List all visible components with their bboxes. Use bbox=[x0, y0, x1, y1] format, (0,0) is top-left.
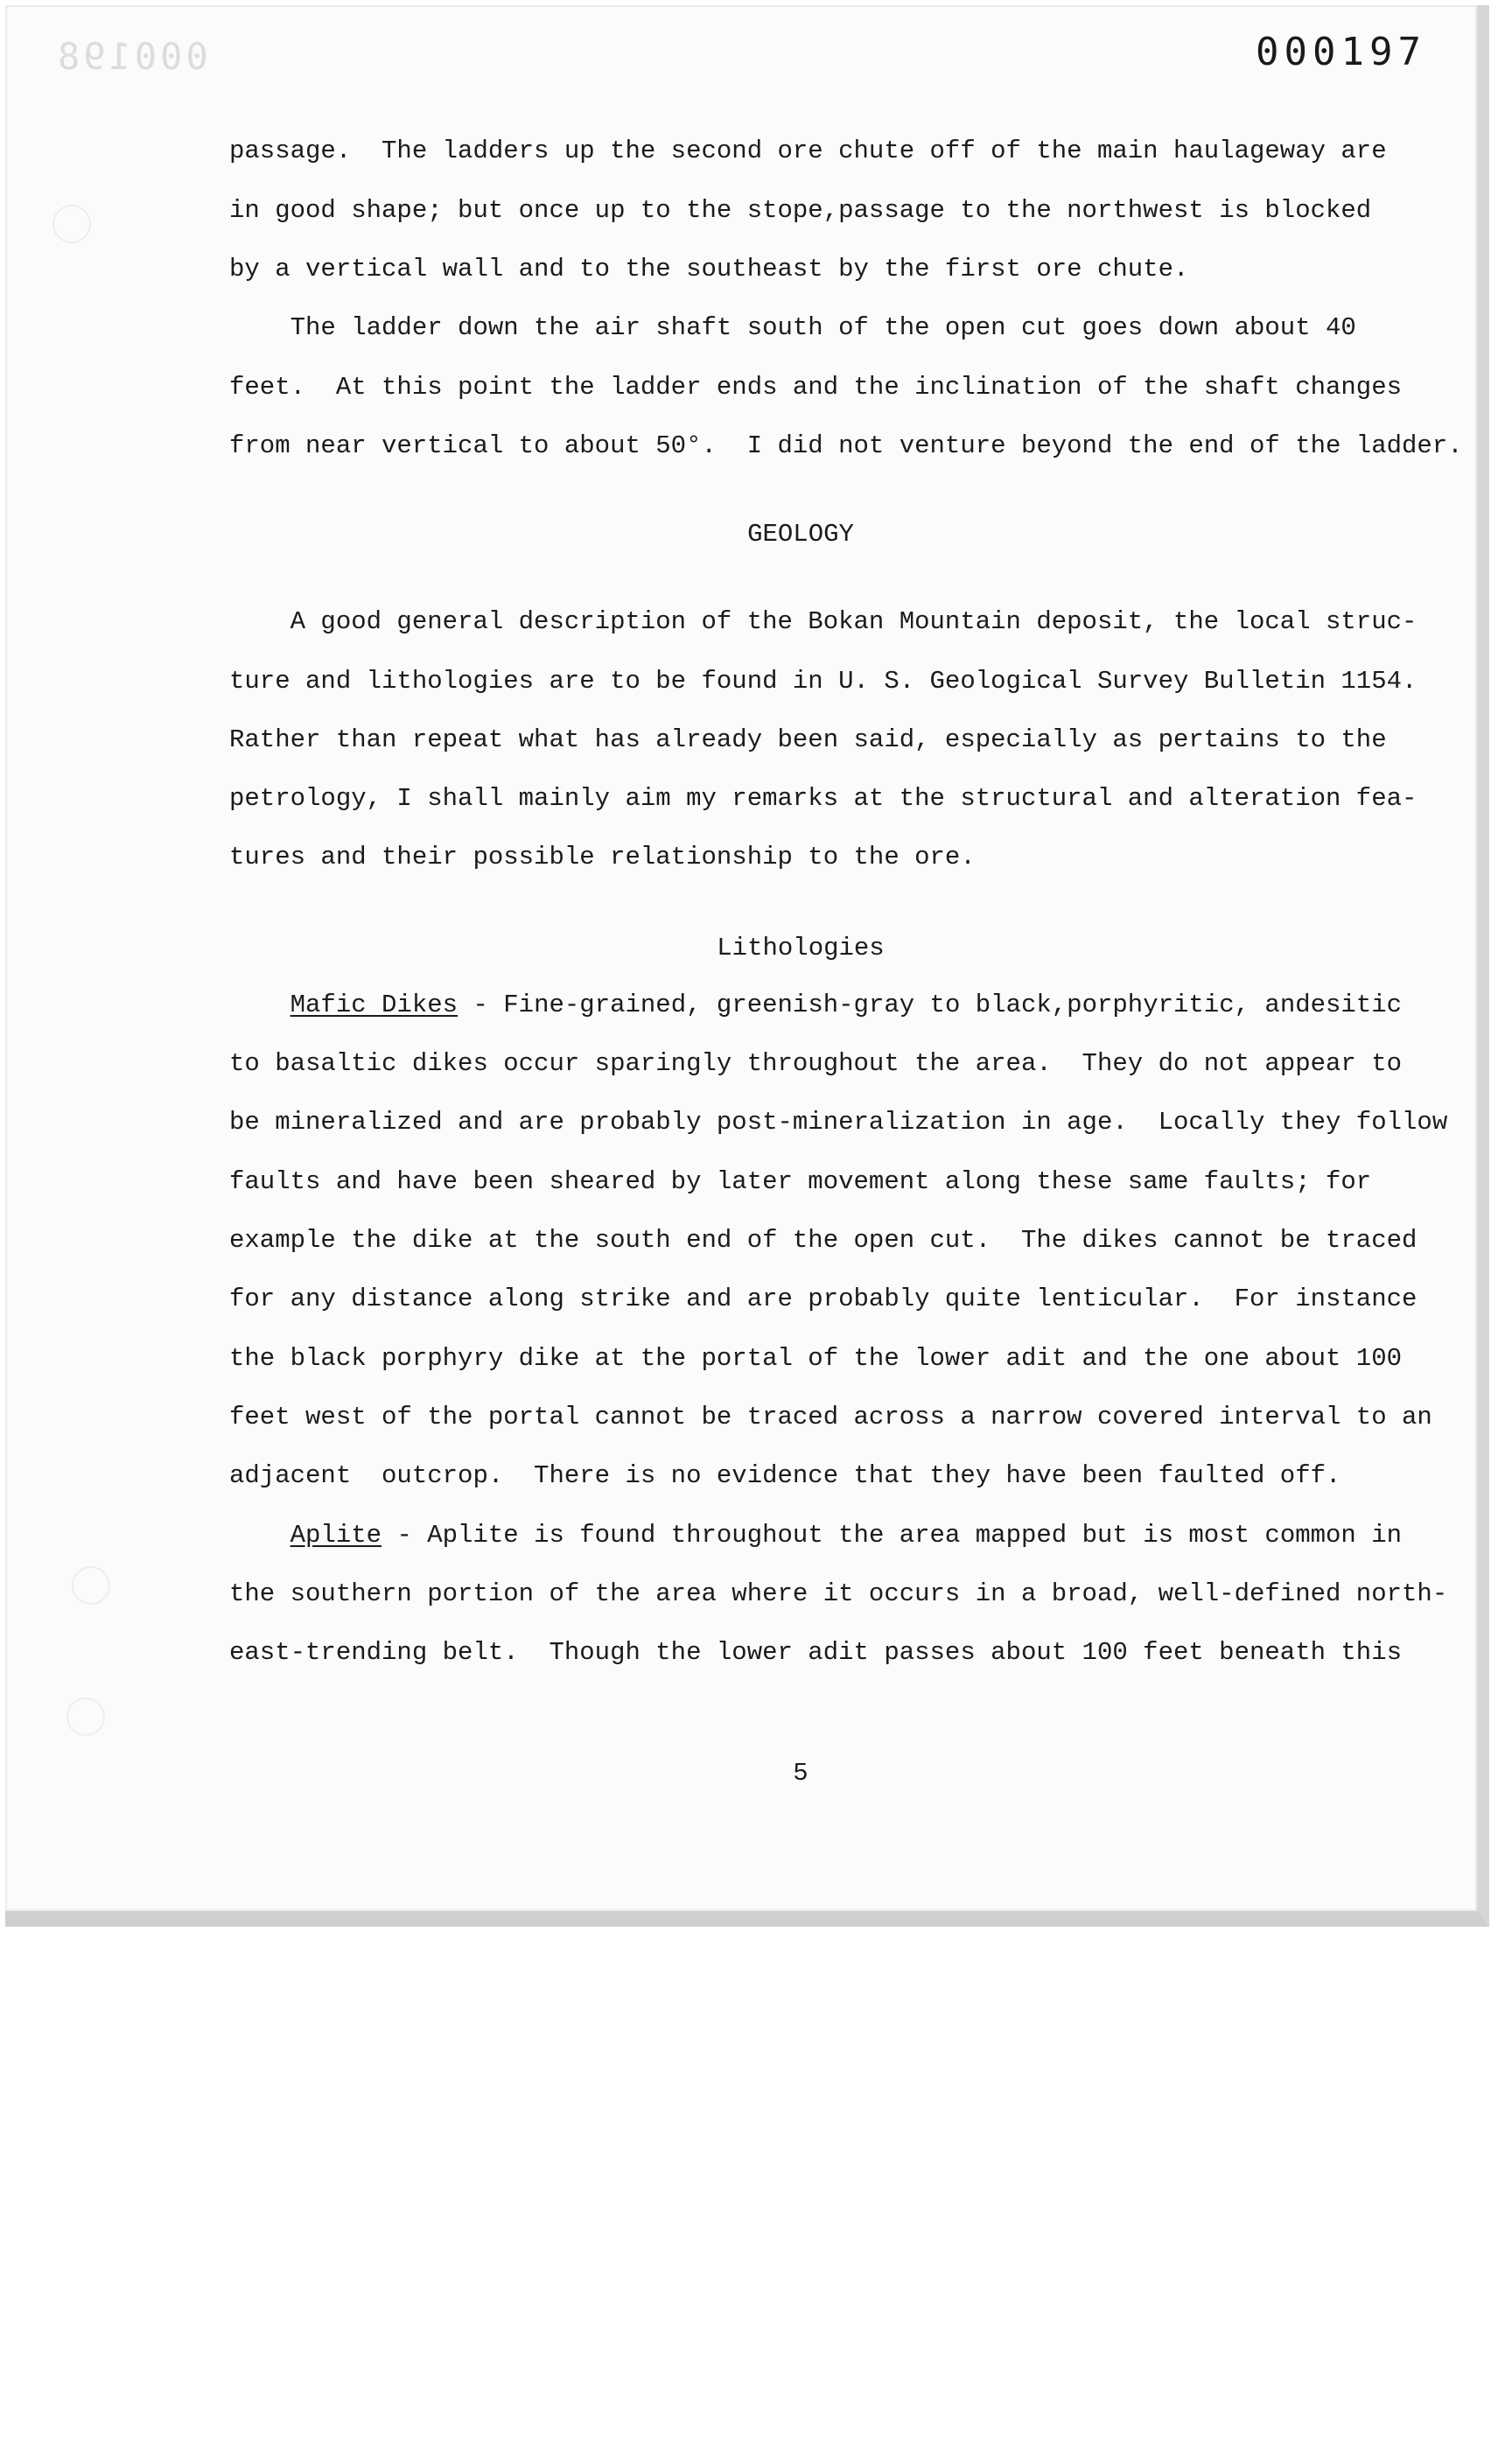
text-line: feet west of the portal cannot be traced across a narrow covered interval to an bbox=[229, 1403, 1432, 1432]
text-run: - Aplite is found throughout the area mapped but is most common in bbox=[382, 1521, 1403, 1550]
text-line: the black porphyry dike at the portal of the lower adit and the one about 100 bbox=[229, 1344, 1403, 1373]
term-aplite: Aplite bbox=[290, 1521, 382, 1550]
text-line: in good shape; but once up to the stope,passage to the northwest is blocked bbox=[229, 196, 1372, 225]
text-line: be mineralized and are probably post-mineralization in age. Locally they follow bbox=[229, 1108, 1448, 1137]
text-line: tures and their possible relationship to the ore. bbox=[229, 843, 976, 872]
punch-hole-mark bbox=[66, 1698, 105, 1736]
text-line: the southern portion of the area where it occurs in a broad, well-defined north- bbox=[229, 1579, 1448, 1608]
section-heading-geology: GEOLOGY bbox=[747, 520, 854, 549]
page-number-footer: 5 bbox=[793, 1759, 808, 1788]
text-line: from near vertical to about 50°. I did not venture beyond the end of the ladder. bbox=[229, 431, 1463, 460]
text-line: adjacent outcrop. There is no evidence that they have been faulted off. bbox=[229, 1461, 1341, 1490]
term-mafic-dikes: Mafic Dikes bbox=[290, 990, 458, 1019]
text-line: A good general description of the Bokan Mountain deposit, the local struc- bbox=[229, 607, 1418, 636]
text-line: faults and have been sheared by later movement along these same faults; for bbox=[229, 1167, 1372, 1196]
text-line: for any distance along strike and are probably quite lenticular. For instance bbox=[229, 1284, 1418, 1313]
text-line: Rather than repeat what has already been said, especially as pertains to the bbox=[229, 725, 1387, 754]
text-line-aplite bbox=[229, 1521, 1402, 1550]
text-line: petrology, I shall mainly aim my remarks at the structural and alteration fea- bbox=[229, 784, 1418, 813]
section-heading-lithologies: Lithologies bbox=[717, 934, 885, 962]
punch-hole-mark bbox=[72, 1566, 110, 1605]
text-line-mafic-dikes bbox=[229, 990, 1402, 1019]
page-number-stamp: 000197 bbox=[1256, 30, 1426, 74]
punch-hole-mark bbox=[52, 205, 91, 243]
text-line: The ladder down the air shaft south of the open cut goes down about 40 bbox=[229, 313, 1356, 342]
text-line: passage. The ladders up the second ore chute off of the main haulageway are bbox=[229, 136, 1387, 165]
text-run: - Fine-grained, greenish-gray to black,porphyritic, andesitic bbox=[458, 990, 1403, 1019]
text-line: by a vertical wall and to the southeast by the first ore chute. bbox=[229, 255, 1189, 284]
bleed-through-page-number: 000198 bbox=[54, 35, 208, 78]
text-line: ture and lithologies are to be found in U. S. Geological Survey Bulletin 1154. bbox=[229, 667, 1418, 696]
text-line: east-trending belt. Though the lower adit passes about 100 feet beneath this bbox=[229, 1638, 1403, 1667]
text-line: example the dike at the south end of the open cut. The dikes cannot be traced bbox=[229, 1226, 1418, 1255]
text-line: feet. At this point the ladder ends and the inclination of the shaft changes bbox=[229, 373, 1403, 402]
text-line: to basaltic dikes occur sparingly throughout the area. They do not appear to bbox=[229, 1049, 1403, 1078]
